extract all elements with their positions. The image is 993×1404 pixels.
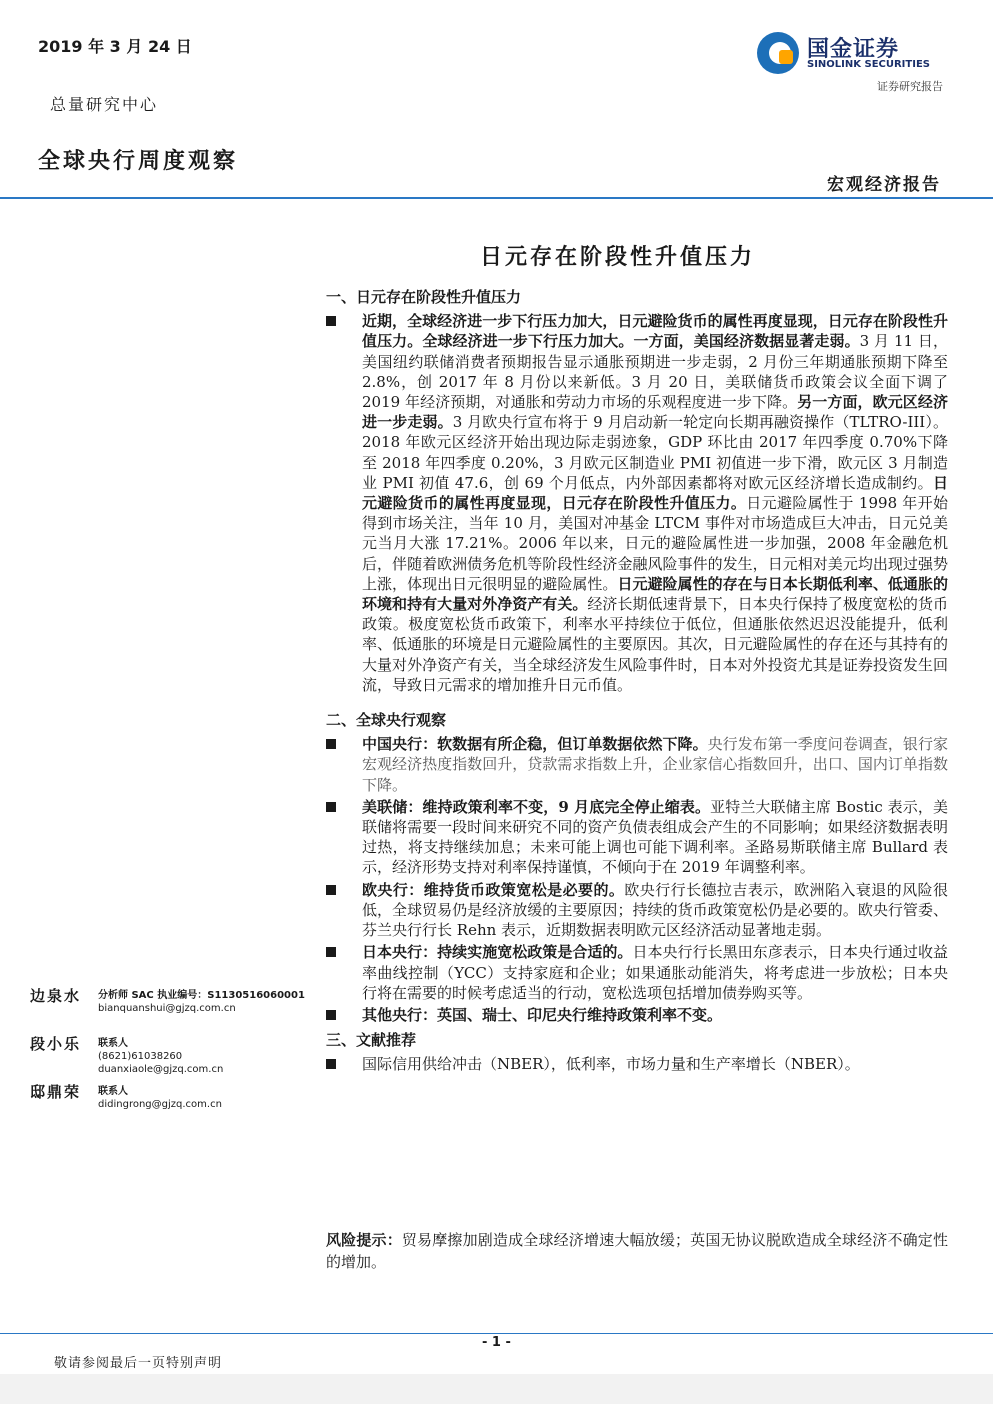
author-role: 联系人 xyxy=(98,1038,128,1049)
logo-chinese-name: 国金证券 xyxy=(807,37,900,62)
list-item xyxy=(326,797,948,878)
item-lead: 美联储：维持政策利率不变，9 月底完全停止缩表。 xyxy=(362,797,711,816)
item-lead: 中国央行：软数据有所企稳，但订单数据依然下降。 xyxy=(362,735,708,754)
paragraph-span: 3 月 11 日，美国纽约联储消费者预期报告显示通胀预期进一步走弱，2 月份三年期通胀预期下降至 2.8%，创 2017 年 8 月份以来新低。3 月 20 日，美联储货币政策会议全面下调了 2019 年经济预期，对通胀和劳动力市场的乐观程度进一步下降。 xyxy=(362,332,948,412)
section-heading: 二、全球央行观察 xyxy=(326,711,447,730)
report-date: 2019 年 3 月 24 日 xyxy=(38,37,192,56)
header-divider xyxy=(0,197,993,199)
author-name: 边泉水 xyxy=(30,987,82,1005)
list-item xyxy=(326,942,948,1003)
footer-disclaimer: 敬请参阅最后一页特别声明 xyxy=(54,1356,223,1371)
bullet-square-icon xyxy=(326,739,336,749)
author-info xyxy=(98,1085,222,1111)
page-bottom-band xyxy=(0,1374,993,1404)
bullet-square-icon xyxy=(326,947,336,957)
paragraph-span: 日元避险属性于 1998 年开始得到市场关注，当年 10 月，美国对冲基金 LTCM 事件对市场造成巨大冲击，日元兑美元当月大涨 17.21%。2006 年以来，日元的避险属性进一步加强，2008 年金融危机后，伴随着欧洲债务危机等阶段性经济金融风险事件的发生，日元相对美元均出现过强势上涨，体现出日元很明显的避险属性。 xyxy=(362,494,948,593)
section-1-paragraph xyxy=(326,311,948,695)
author-info xyxy=(98,989,305,1015)
paragraph-span: 3 月欧央行宣布将于 9 月启动新一轮定向长期再融资操作（TLTRO-III）。2018 年欧元区经济开始出现边际走弱迹象，GDP 环比由 2017 年四季度 0.70%下降至 2018 年四季度 0.20%，3 月欧元区制造业 PMI 初值进一步下滑，欧元区 3 月制造业 PMI 初值 47.6，创 69 个月低点，内外部因素都将对欧元区经济增长造成制约。 xyxy=(362,413,948,492)
section-heading: 一、日元存在阶段性升值压力 xyxy=(326,288,522,306)
author-list xyxy=(30,985,320,1129)
list-item xyxy=(326,1005,948,1025)
author-entry xyxy=(30,1081,320,1129)
department-name: 总量研究中心 xyxy=(50,95,159,114)
item-text: 国际信用供给冲击（NBER），低利率，市场力量和生产率增长（NBER）。 xyxy=(362,1055,860,1074)
author-contact: bianquanshui@gjzq.com.cn xyxy=(98,1003,236,1014)
list-item xyxy=(326,880,948,941)
paragraph-span: 日元避险货币的属性再度显现，日元存在阶段性升值压力。 xyxy=(362,473,948,513)
author-info xyxy=(98,1037,223,1076)
risk-warning xyxy=(326,1229,948,1273)
company-logo xyxy=(757,32,947,74)
item-lead: 其他央行：英国、瑞士、印尼央行维持政策利率不变。 xyxy=(362,1005,723,1024)
paragraph-span: 经济长期低速背景下，日本央行保持了极度宽松的货币政策。极度宽松货币政策下，利率水平持续位于低位，但通胀依然迟迟没能提升，低利率、低通胀的环境是日元避险属性的主要原因。其次，日元避险属性的存在还与其持有的大量对外净资产有关，当全球经济发生风险事件时，日本对外投资尤其是证券投资发生回流，导致日元需求的增加推升日元币值。 xyxy=(362,595,948,694)
list-item xyxy=(326,1054,948,1074)
series-title: 全球央行周度观察 xyxy=(38,148,239,174)
author-email: duanxiaole@gjzq.com.cn xyxy=(98,1064,224,1075)
logo-subtitle: 证券研究报告 xyxy=(877,80,943,93)
paragraph-span: 近期，全球经济进一步下行压力加大，日元避险货币的属性再度显现，日元存在阶段性升值压力。全球经济进一步下行压力加大。一方面，美国经济数据显著走弱。 xyxy=(362,312,948,351)
report-body xyxy=(326,282,948,1077)
risk-label: 风险提示： xyxy=(326,1231,402,1249)
report-title: 日元存在阶段性升值压力 xyxy=(480,244,756,270)
report-type: 宏观经济报告 xyxy=(827,175,941,195)
bullet-square-icon xyxy=(326,316,336,326)
risk-text: 贸易摩擦加剧造成全球经济增速大幅放缓；英国无协议脱欧造成全球经济不确定性的增加。 xyxy=(326,1231,948,1271)
item-text: 日本央行行长黑田东彦表示，日本央行通过收益率曲线控制（YCC）支持家庭和企业；如果通胀动能消失，将考虑进一步放松；日本央行将在需要的时候考虑适当的行动，宽松选项包括增加债券购买等。 xyxy=(362,943,948,1002)
author-role: 联系人 xyxy=(98,1086,128,1097)
logo-english-name: SINOLINK SECURITIES xyxy=(807,59,930,70)
bullet-square-icon xyxy=(326,1010,336,1020)
item-text: 央行发布第一季度问卷调查，银行家宏观经济热度指数回升，贷款需求指数上升，企业家信心指数回升，出口、国内订单指数下降。 xyxy=(362,735,948,794)
author-entry xyxy=(30,1033,320,1081)
page-number: - 1 - xyxy=(482,1335,511,1350)
author-phone: (8621)61038260 xyxy=(98,1051,183,1062)
item-text: 欧央行行长德拉吉表示，欧洲陷入衰退的风险很低，全球贸易仍是经济放缓的主要原因；持续的货币政策宽松仍是必要的。欧央行管委、芬兰央行行长 Rehn 表示，近期数据表明欧元区经济活动显著地走弱。 xyxy=(362,880,948,940)
author-role: 分析师 SAC 执业编号：S1130516060001 xyxy=(98,990,305,1001)
bullet-square-icon xyxy=(326,802,336,812)
list-item xyxy=(326,734,948,795)
bullet-square-icon xyxy=(326,1059,336,1069)
logo-accent-icon xyxy=(779,50,793,64)
paragraph-span: 另一方面，欧元区经济进一步走弱。 xyxy=(362,393,948,432)
item-lead: 欧央行：维持货币政策宽松是必要的。 xyxy=(362,880,625,899)
author-name: 邸鼎荣 xyxy=(30,1083,82,1101)
bullet-square-icon xyxy=(326,885,336,895)
footer-divider xyxy=(0,1333,993,1334)
author-name: 段小乐 xyxy=(30,1035,82,1053)
section-heading: 三、文献推荐 xyxy=(326,1031,417,1050)
author-contact: didingrong@gjzq.com.cn xyxy=(98,1099,222,1110)
item-lead: 日本央行：持续实施宽松政策是合适的。 xyxy=(362,943,633,962)
author-entry xyxy=(30,985,320,1033)
paragraph-span: 日元避险属性的存在与日本长期低利率、低通胀的环境和持有大量对外净资产有关。 xyxy=(362,574,948,614)
item-text: 亚特兰大联储主席 Bostic 表示，美联储将需要一段时间来研究不同的资产负债表组成会产生的不同影响；如果经济数据表明过热，将支持继续加息；未来可能上调也可能下调利率。圣路易斯联储主席 Bullard 表示，经济形势支持对利率保持谨慎，不倾向于在 2019 年调整利率。 xyxy=(362,797,949,877)
